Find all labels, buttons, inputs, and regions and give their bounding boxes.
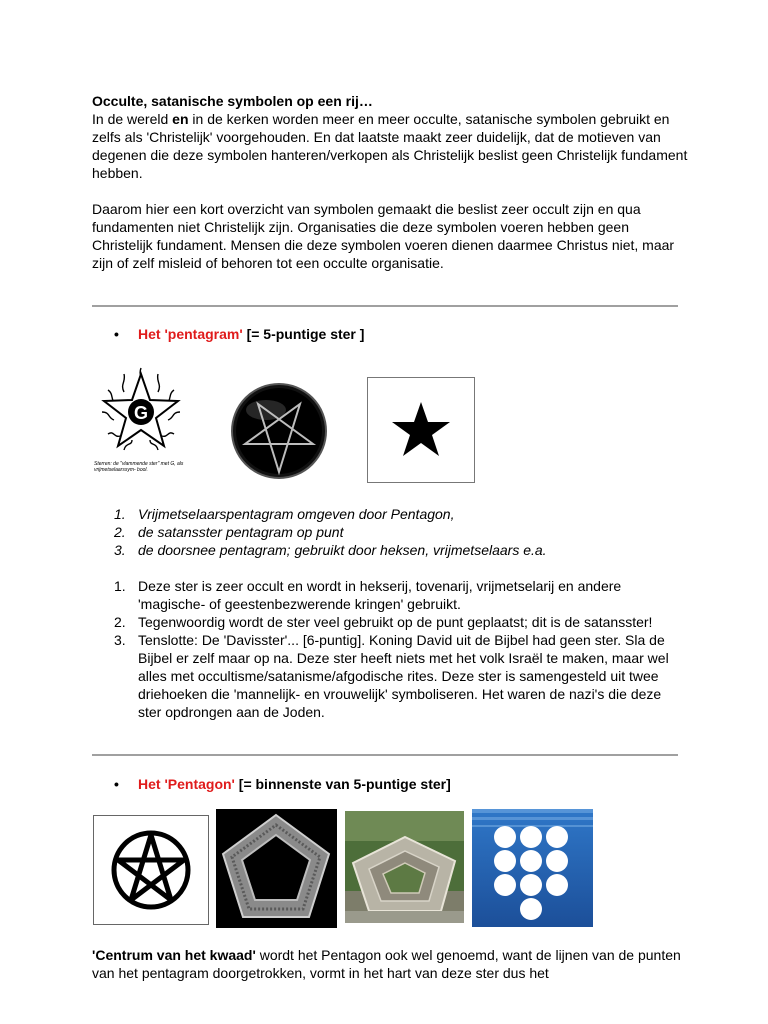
flaming-star-icon [94, 364, 188, 460]
list-item: 2. Tegenwoordig wordt de ster veel gebruikt op de punt geplaatst; dit is de satansster! [114, 614, 653, 630]
divider-2 [92, 754, 678, 756]
pentagon-frame-icon [216, 809, 337, 928]
image-caption: Sterren: de "vlammende ster" met G, als vrijmetselaarssym- bool. [94, 461, 184, 473]
circled-pentagram-icon [94, 816, 208, 924]
image-captions-list [114, 505, 684, 559]
list-item: 1. Deze ster is zeer occult en wordt in hekserij, tovenarij, vrijmetselarij en andere 'magische- of geestenbezwerende kringen' gebruikt. [114, 578, 622, 612]
list-item: 1. Vrijmetselaarspentagram omgeven door Pentagon, [114, 506, 455, 522]
divider-1 [92, 305, 678, 307]
star-icon [368, 378, 474, 482]
list-item: 3. Tenslotte: De 'Davisster'... [6-puntig]. Koning David uit de Bijbel had geen ster. Sla de Bijbel er zelf maar op na. Deze ster heeft niets met het volk Israël te maken, maar wel alles met occultisme/satanisme/afgodische rites. Deze ster is samengesteld uit twee driehoeken die 'mannelijk- en vrouwelijk' symboliseren. Het waren de nazi's die deze ster opdrongen aan de Joden. [114, 632, 669, 720]
pentagon-paragraph: 'Centrum van het kwaad' wordt het Pentagon ook wel genoemd, want de lijnen van de punten van het pentagram doorgetrokken, vormt in het hart van deze ster dus het [92, 947, 681, 981]
inverted-pentagram-icon [230, 382, 328, 480]
page-title: Occulte, satanische symbolen op een rij… [92, 93, 373, 109]
pentagon-building-photo [345, 811, 464, 923]
section-heading-pentagram: • Het 'pentagram' [= 5-puntige ster ] [114, 326, 365, 342]
list-item: 3. de doorsnee pentagram; gebruikt door heksen, vrijmetselaars e.a. [114, 542, 547, 558]
pentagon-frame-image [216, 809, 337, 928]
blue-dots-icon [472, 809, 593, 927]
list-item: 2. de satansster pentagram op punt [114, 524, 344, 540]
circled-pentagram-image [93, 815, 209, 925]
plain-pentagram-image [367, 377, 475, 483]
flaming-star-image [94, 364, 188, 460]
intro-section [92, 92, 692, 272]
pentagon-building-icon [345, 811, 464, 923]
pentagram-points-list [114, 577, 684, 721]
intro-paragraph-1: In de wereld en in de kerken worden meer en meer occulte, satanische symbolen gebruikt en zelfs als 'Christelijk' voorgehouden. En dat laatste maakt zeer duidelijk, dat de motieven van degenen die deze symbolen hanteren/verkopen als Christelijk beslist geen Christelijk fundament hebben. [92, 111, 688, 181]
blue-dots-pentagon-image [472, 809, 593, 927]
svg-text:G: G [133, 403, 149, 423]
intro-paragraph-2: Daarom hier een kort overzicht van symbolen gemaakt die beslist zeer occult zijn en qua fundamenten niet Christelijk zijn. Organisaties die deze symbolen voeren hebben geen Christelijk fundament. Mensen die deze symbolen voeren dienen daarmee Christus niet, maar zijn of zelf misleid of behoren tot een occulte organisatie. [92, 201, 675, 271]
satanic-pentagram-image [230, 382, 328, 480]
section-heading-pentagon: • Het 'Pentagon' [= binnenste van 5-puntige ster] [114, 776, 451, 792]
